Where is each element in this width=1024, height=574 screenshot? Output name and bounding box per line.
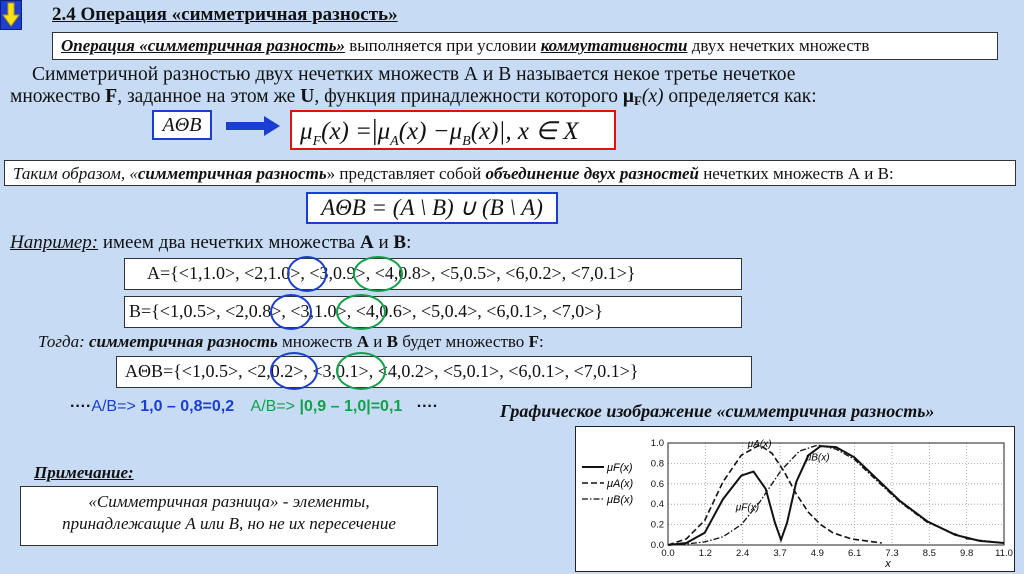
p2-mu: μ	[622, 86, 634, 107]
calc-green-label: A/B=>	[250, 398, 300, 415]
then-F: F	[528, 332, 539, 351]
x-tick-label: 8.5	[922, 548, 936, 559]
then-d: будет множество	[397, 332, 529, 351]
p2-b: , заданное на этом же	[117, 86, 301, 107]
y-tick-label: 0.0	[650, 540, 664, 551]
calc-line	[70, 398, 438, 416]
f-arg-b: (x)	[470, 118, 499, 145]
x-tick-label: 4.9	[810, 548, 824, 559]
curve-label-1: μA(x)	[747, 439, 772, 451]
definition-tail: двух нечетких множеств	[687, 36, 870, 55]
f-sub-b: B	[462, 134, 471, 149]
set-result-text: AΘB={<1,0.5>, <2,0.2>, <3,0.1>, <4,0.2>, <5,0.1>, <6,0.1>, <7,0.1>}	[125, 361, 639, 381]
definition-box	[52, 32, 998, 60]
example-label: Например:	[10, 232, 99, 253]
x-tick-label: 2.4	[736, 548, 750, 559]
thus-e: нечетких множеств А и В:	[698, 164, 894, 183]
f-arg-a: (x) −	[398, 118, 450, 145]
x-tick-label: 3.7	[773, 548, 787, 559]
legend-label-2: μB(x)	[607, 494, 634, 506]
then-colon: :	[538, 332, 544, 351]
legend-label-0: μF(x)	[607, 462, 633, 474]
example-line	[10, 232, 411, 254]
paragraph-line-2	[10, 86, 817, 109]
then-c: множеств	[277, 332, 357, 351]
f-mu-a: μ	[377, 118, 391, 145]
definition-bold: коммутативности	[540, 36, 688, 55]
graphic-title: Графическое изображение «симметричная разность»	[500, 401, 935, 421]
symbol-text: AΘB	[162, 114, 202, 136]
f-arg: (x) =	[321, 118, 372, 145]
series-line-0	[668, 446, 1004, 545]
set-b-text: B={<1,0.5>, <2,0.8>, <3,1.0>, <4,0.6>, <5,0.4>, <6,0.1>, <7,0>}	[129, 301, 604, 321]
calc-blue-label: A/B=>	[91, 398, 141, 415]
note-label: Примечание:	[34, 463, 134, 482]
highlight-circle-blue-a	[287, 256, 327, 292]
then-b: симметричная разность	[88, 332, 278, 351]
highlight-circle-green-r	[336, 352, 386, 390]
then-and: и	[368, 332, 387, 351]
thus-box	[4, 160, 1016, 186]
calc-blue-value: 1,0 – 0,8=0,2	[140, 398, 235, 415]
union-formula	[306, 192, 558, 224]
note-box	[20, 486, 438, 546]
then-B: В	[386, 332, 398, 351]
definition-lead: Операция «симметричная разность»	[61, 36, 345, 55]
y-tick-label: 0.4	[650, 499, 664, 511]
f-sub-a: A	[390, 134, 399, 149]
f-bar: |	[372, 115, 378, 146]
x-axis-label: x	[885, 558, 891, 570]
x-tick-label: 7.3	[885, 548, 899, 559]
x-tick-label: 0.0	[661, 548, 675, 559]
y-tick-label: 0.2	[650, 519, 664, 531]
note-line-1: «Симметричная разница» - элементы,	[88, 492, 370, 511]
f-tail: |, x ∈ X	[498, 118, 579, 145]
thus-d: объединение двух разностей	[485, 164, 699, 183]
x-tick-label: 9.8	[960, 548, 974, 559]
y-tick-label: 0.6	[650, 478, 664, 490]
then-a: Тогда:	[38, 332, 89, 351]
calc-dots-2: ····	[416, 398, 439, 415]
p2-U: U	[300, 86, 315, 107]
chart-svg	[576, 427, 1013, 570]
set-result	[116, 356, 752, 388]
y-tick-label: 1.0	[650, 438, 664, 449]
p2-d: определяется как:	[663, 86, 817, 107]
union-text: AΘB = (A \ B) ∪ (B \ A)	[321, 195, 543, 220]
series-line-1	[668, 445, 882, 545]
f-mu: μ	[300, 118, 313, 145]
f-mu-b: μ	[449, 118, 463, 145]
set-b	[124, 296, 742, 328]
highlight-circle-green-a	[353, 256, 403, 292]
curve-label-0: μB(x)	[805, 452, 830, 464]
example-colon: :	[406, 232, 412, 253]
set-a-text: A={<1,1.0>, <2,1.0>, <3,0.9>, <4,0.8>, <5,0.5>, <6,0.2>, <7,0.1>}	[147, 263, 636, 283]
membership-chart	[575, 426, 1015, 572]
curve-label-2: μF(x)	[735, 502, 760, 514]
x-tick-label: 11.0	[995, 548, 1013, 559]
then-line	[38, 332, 544, 352]
x-tick-label: 1.2	[698, 548, 712, 559]
p2-mu-arg: (x)	[641, 86, 664, 107]
p2-c: , функция принадлежности которого	[314, 86, 623, 107]
set-a	[124, 258, 742, 290]
right-arrow-icon	[226, 114, 282, 143]
example-and: и	[373, 232, 394, 253]
x-tick-label: 6.1	[848, 548, 862, 559]
highlight-circle-blue-r	[270, 352, 318, 390]
y-tick-label: 0.8	[650, 458, 664, 470]
example-text: имеем два нечетких множества	[98, 232, 360, 253]
calc-green-value: |0,9 – 1,0|=0,1	[299, 398, 403, 415]
calc-dots-1: ····	[70, 398, 92, 415]
note-line-2: принадлежащие А или В, но не их пересечение	[62, 513, 396, 533]
thus-a: Таким образом, «	[13, 164, 138, 183]
plot-frame	[668, 443, 1004, 545]
p2-a: множество	[10, 86, 106, 107]
series-line-2	[668, 445, 1004, 545]
highlight-circle-blue-b	[270, 294, 312, 330]
example-b: В	[393, 232, 407, 253]
highlight-circle-green-b	[336, 294, 386, 330]
paragraph-line-1: Симметричной разностью двух нечетких множеств А и В называется некое третье нечеткое	[32, 64, 796, 85]
p2-F: F	[105, 86, 118, 107]
f-sub-f: F	[312, 134, 322, 149]
page-title: 2.4 Операция «симметричная разность»	[52, 4, 398, 25]
thus-b: симметричная разность	[137, 164, 327, 183]
thus-c: » представляет собой	[326, 164, 486, 183]
membership-formula	[290, 110, 616, 150]
symmetric-difference-symbol	[152, 110, 212, 140]
then-A: А	[356, 332, 369, 351]
p2-mu-sub: F	[633, 93, 642, 108]
example-a: А	[359, 232, 374, 253]
legend-label-1: μA(x)	[607, 478, 634, 490]
definition-middle: выполняется при условии	[344, 36, 541, 55]
down-arrow-nav-icon[interactable]	[0, 0, 22, 30]
